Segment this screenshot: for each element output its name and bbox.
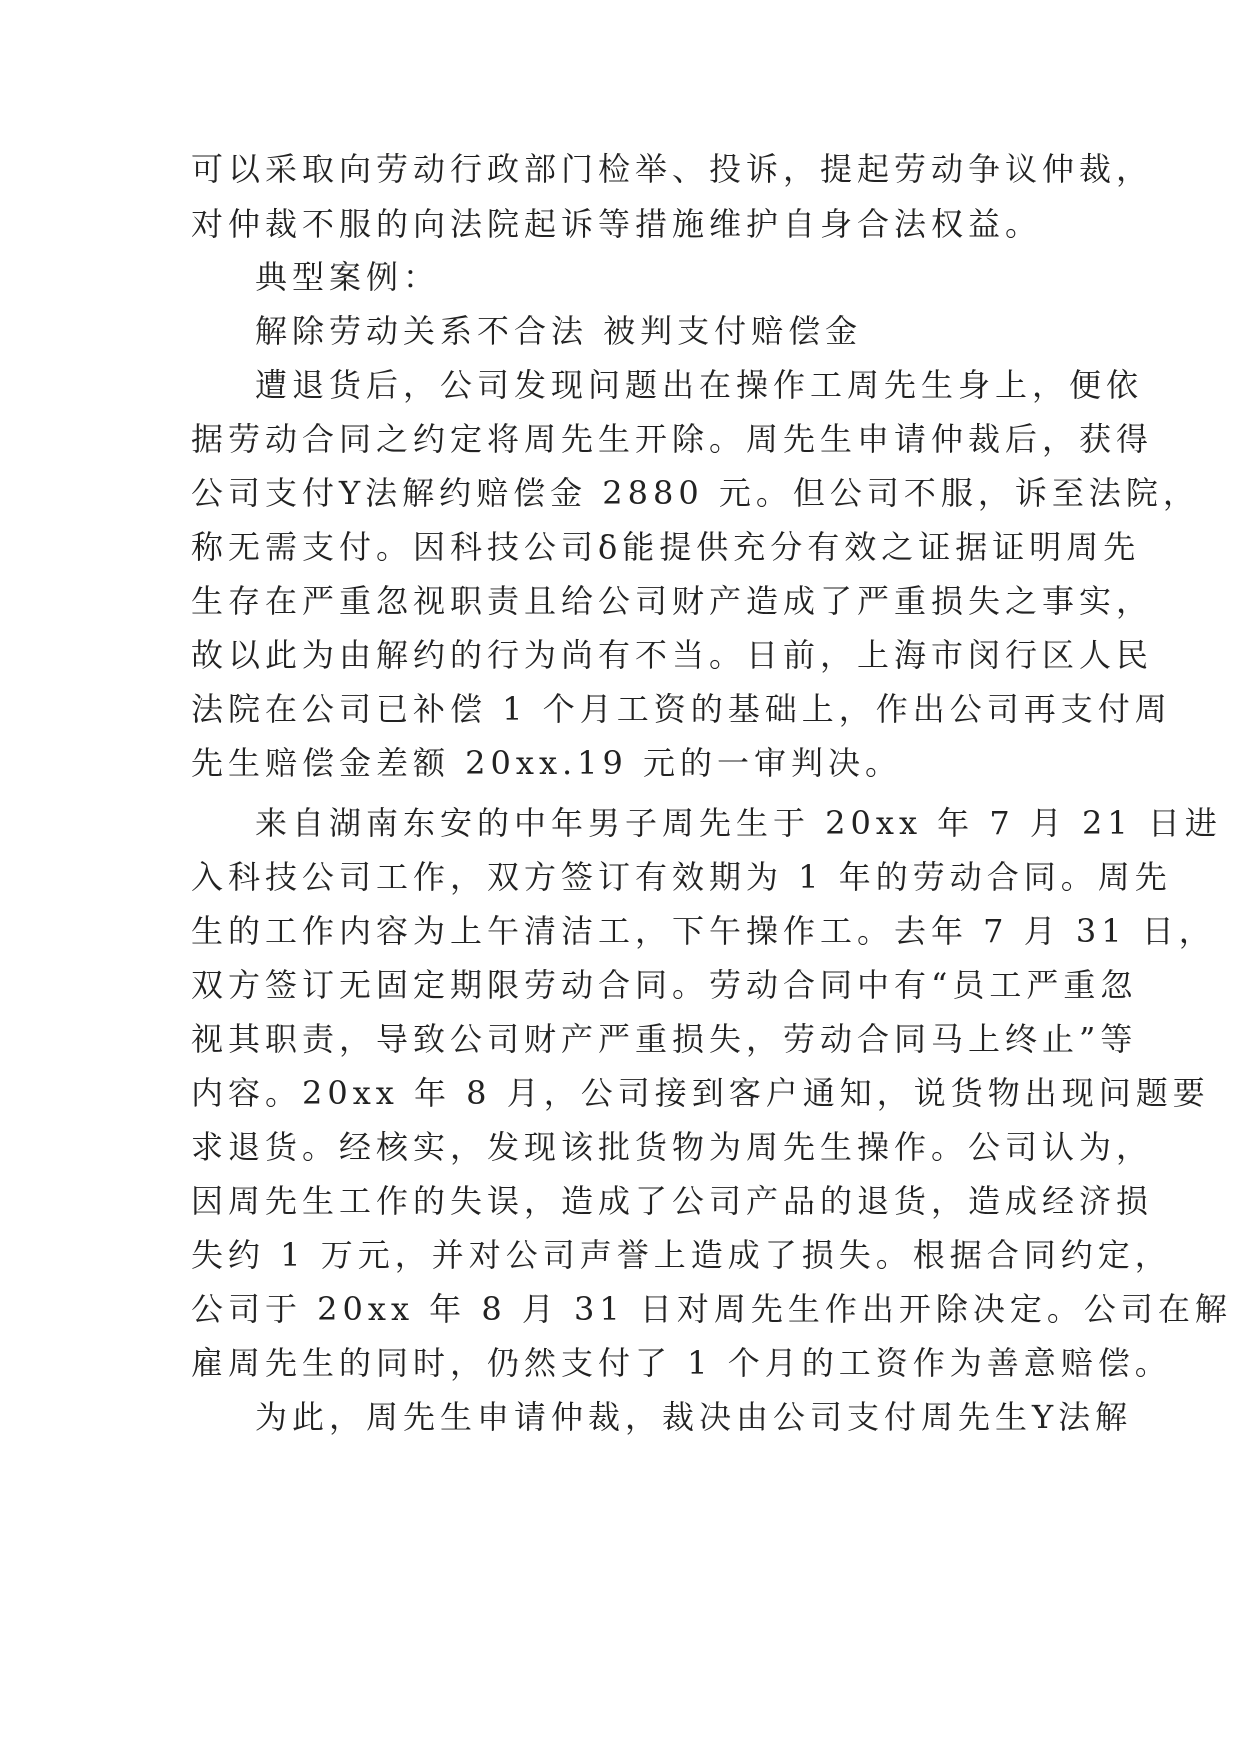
- text-line: 公司支付Y法解约赔偿金 2880 元。但公司不服，诉至法院，: [191, 474, 1200, 512]
- text-line: 法院在公司已补偿 1 个月工资的基础上，作出公司再支付周: [191, 690, 1172, 728]
- text-line: 生的工作内容为上午清洁工，下午操作工。去年 7 月 31 日，: [191, 912, 1216, 950]
- text-line: 故以此为由解约的行为尚有不当。日前，上海市闵行区人民: [191, 636, 1154, 674]
- text-line: 据劳动合同之约定将周先生开除。周先生申请仲裁后，获得: [191, 420, 1154, 458]
- section-heading: 典型案例：: [255, 258, 441, 296]
- text-line: 生存在严重忽视职责且给公司财产造成了严重损失之事实，: [191, 582, 1154, 620]
- text-line: 双方签订无固定期限劳动合同。劳动合同中有“员工严重忽: [191, 966, 1138, 1004]
- text-line: 为此，周先生申请仲裁，裁决由公司支付周先生Y法解: [255, 1398, 1133, 1436]
- text-line: 内容。20xx 年 8 月，公司接到客户通知，说货物出现问题要: [191, 1074, 1210, 1112]
- text-line: 公司于 20xx 年 8 月 31 日对周先生作出开除决定。公司在解: [191, 1290, 1232, 1328]
- text-line: 对仲裁不服的向法院起诉等措施维护自身合法权益。: [191, 205, 1043, 243]
- text-line: 来自湖南东安的中年男子周先生于 20xx 年 7 月 21 日进: [255, 804, 1222, 842]
- text-line: 视其职责，导致公司财产严重损失，劳动合同马上终止”等: [191, 1020, 1138, 1058]
- text-line: 称无需支付。因科技公司δ能提供充分有效之证据证明周先: [191, 528, 1141, 566]
- case-title: 解除劳动关系不合法 被判支付赔偿金: [255, 312, 863, 350]
- text-line: 先生赔偿金差额 20xx.19 元的一审判决。: [191, 744, 903, 782]
- text-line: 因周先生工作的失误，造成了公司产品的退货，造成经济损: [191, 1182, 1154, 1220]
- text-line: 可以采取向劳动行政部门检举、投诉，提起劳动争议仲裁，: [191, 150, 1154, 188]
- text-line: 遭退货后，公司发现问题出在操作工周先生身上，便依: [255, 366, 1144, 404]
- text-line: 雇周先生的同时，仍然支付了 1 个月的工资作为善意赔偿。: [191, 1344, 1172, 1382]
- text-line: 失约 1 万元，并对公司声誉上造成了损失。根据合同约定，: [191, 1236, 1172, 1274]
- text-line: 求退货。经核实，发现该批货物为周先生操作。公司认为，: [191, 1128, 1154, 1166]
- text-line: 入科技公司工作，双方签订有效期为 1 年的劳动合同。周先: [191, 858, 1172, 896]
